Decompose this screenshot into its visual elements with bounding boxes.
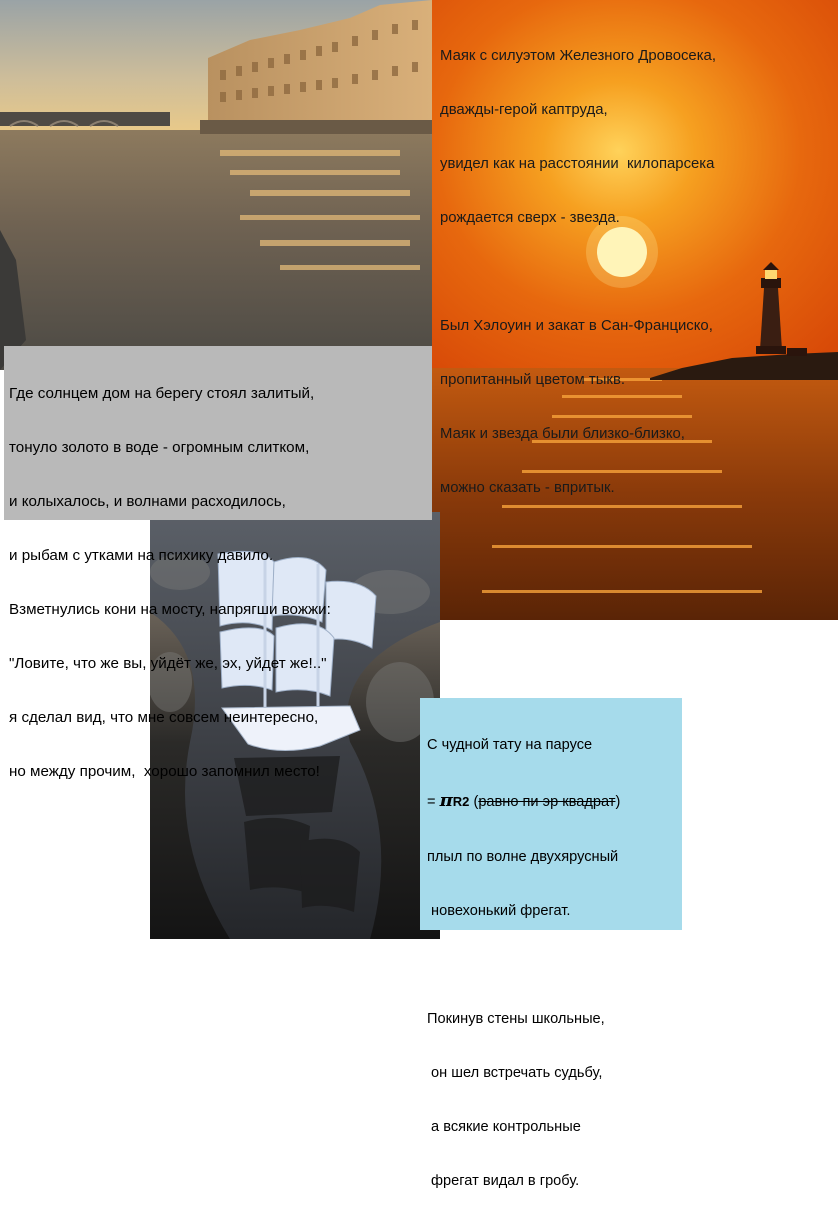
formula-line [427, 790, 682, 812]
pi-symbol: π [439, 790, 453, 811]
lighthouse-poem-line: можно сказать - впритык. [440, 480, 615, 496]
stanza-gap [440, 263, 830, 281]
lighthouse-poem-line: дважды-герой каптруда, [440, 102, 608, 118]
lighthouse-poem-line: Был Хэлоуин и закат в Сан-Франциско, [440, 318, 713, 334]
canal-poem-line: тонуло золото в воде - огромным слитком, [9, 439, 310, 456]
boat-poem-line: а всякие контрольные [427, 1119, 581, 1135]
lighthouse-poem-line: рождается сверх - звезда. [440, 210, 620, 226]
canal-embankment-photo [0, 0, 432, 370]
canal-poem-line: но между прочим, хорошо запомнил место! [9, 763, 320, 780]
lighthouse-poem-line: увидел как на расстоянии килопарсека [440, 156, 715, 172]
lighthouse-poem-line: Маяк с силуэтом Железного Дровосека, [440, 48, 716, 64]
canal-poem-line: и рыбам с утками на психику давило. [9, 547, 274, 564]
canal-poem-line: "Ловите, что же вы, уйдёт же, эх, уйдет же!.." [9, 655, 327, 672]
stanza-gap [427, 956, 682, 974]
canal-poem-line: Взметнулись кони на мосту, напрягши вожжи: [9, 601, 331, 618]
lighthouse-poem-line: Маяк и звезда были близко-близко, [440, 426, 685, 442]
formula-open: ( [469, 794, 479, 810]
lighthouse-poem-line: пропитанный цветом тыкв. [440, 372, 625, 388]
formula-close: ) [615, 794, 621, 810]
canal-poem-line: и колыхалось, и волнами расходилось, [9, 493, 286, 510]
boat-poem-line: С чудной тату на парусе [427, 737, 593, 753]
canal-poem-line: Где солнцем дом на берегу стоял залитый, [9, 385, 315, 402]
formula-prefix: = [427, 794, 440, 810]
boat-poem-line: фрегат видал в гробу. [427, 1173, 580, 1189]
canal-poem-box [4, 346, 432, 780]
canal-photo-graphic [0, 0, 432, 370]
formula-r2: R2 [452, 794, 470, 809]
boat-poem-box [420, 698, 682, 1189]
boat-poem-line: плыл по волне двухярусный [427, 849, 619, 865]
lighthouse-poem [440, 11, 830, 496]
boat-poem-line: Покинув стены школьные, [427, 1011, 605, 1027]
boat-poem-line: новехонький фрегат. [427, 903, 571, 919]
canal-poem-line: я сделал вид, что мне совсем неинтересно, [9, 709, 319, 726]
formula-strike-text: равно пи эр квадрат [478, 794, 616, 810]
boat-poem-line: он шел встречать судьбу, [427, 1065, 603, 1081]
